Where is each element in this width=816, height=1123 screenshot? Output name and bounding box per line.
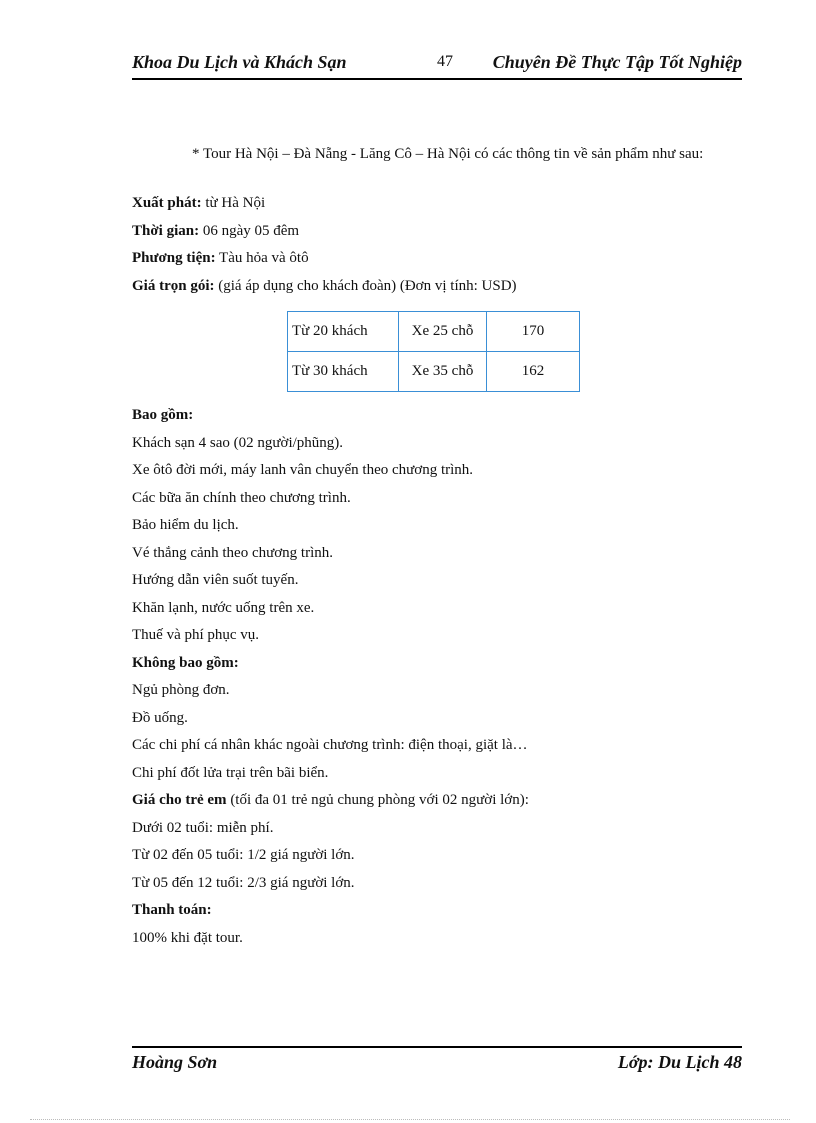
table-cell: Từ 20 khách bbox=[288, 312, 399, 352]
list-item: Các chi phí cá nhân khác ngoài chương trình: điện thoại, giặt là… bbox=[132, 737, 528, 753]
list-item: Hướng dẫn viên suốt tuyến. bbox=[132, 572, 299, 588]
page-number: 47 bbox=[437, 53, 453, 70]
children-price-line bbox=[132, 787, 742, 815]
list-item: Ngủ phòng đơn. bbox=[132, 682, 230, 698]
list-item: Từ 02 đến 05 tuổi: 1/2 giá người lớn. bbox=[132, 847, 355, 863]
children-note: (tối đa 01 trẻ ngủ chung phòng với 02 người lớn): bbox=[226, 792, 529, 808]
detail-value: Tàu hỏa và ôtô bbox=[215, 250, 309, 266]
table-cell: Từ 30 khách bbox=[288, 352, 399, 392]
detail-duration bbox=[132, 218, 742, 246]
includes-heading: Bao gồm: bbox=[132, 407, 194, 423]
detail-value: 06 ngày 05 đêm bbox=[199, 222, 300, 239]
list-item: Bảo hiểm du lịch. bbox=[132, 517, 239, 533]
table-row bbox=[288, 312, 580, 352]
list-item: Khách sạn 4 sao (02 người/phũng). bbox=[132, 434, 344, 451]
detail-label: Xuất phát: bbox=[132, 195, 202, 211]
list-item: Vé thắng cảnh theo chương trình. bbox=[132, 544, 334, 561]
list-item: Từ 05 đến 12 tuổi: 2/3 giá người lớn. bbox=[132, 874, 355, 891]
list-item: Thuế và phí phục vụ. bbox=[132, 627, 260, 643]
children-heading: Giá cho trẻ em bbox=[132, 792, 227, 808]
detail-departure bbox=[132, 190, 742, 218]
footer-class: Lớp: Du Lịch 48 bbox=[617, 1052, 742, 1072]
header-title: Chuyên Đề Thực Tập Tốt Nghiệp bbox=[492, 52, 742, 72]
table-cell: 170 bbox=[487, 312, 580, 352]
list-item: Khăn lạnh, nước uống trên xe. bbox=[132, 599, 315, 616]
detail-label: Thời gian: bbox=[132, 222, 200, 239]
header-faculty: Khoa Du Lịch và Khách Sạn bbox=[132, 52, 347, 72]
excludes-heading: Không bao gồm: bbox=[132, 654, 239, 671]
footer-author: Hoàng Sơn bbox=[132, 1052, 218, 1072]
detail-value: (giá áp dụng cho khách đoàn) (Đơn vị tính: USD) bbox=[214, 277, 517, 294]
payment-text: 100% khi đặt tour. bbox=[132, 929, 243, 946]
table-cell: Xe 25 chỗ bbox=[399, 312, 487, 352]
payment-heading: Thanh toán: bbox=[132, 902, 212, 918]
price-table bbox=[287, 311, 580, 392]
detail-label: Phương tiện: bbox=[132, 250, 216, 266]
page-edge-divider bbox=[30, 1119, 790, 1120]
intro-paragraph: * Tour Hà Nội – Đà Nẵng - Lăng Cô – Hà Nội có các thông tin về sản phẩm như sau: bbox=[192, 146, 704, 162]
detail-package-price bbox=[132, 273, 742, 301]
page-footer bbox=[132, 1046, 742, 1076]
table-row bbox=[288, 352, 580, 392]
table-cell: Xe 35 chỗ bbox=[399, 352, 487, 392]
detail-transport bbox=[132, 245, 742, 273]
document-body bbox=[132, 140, 742, 952]
detail-value: từ Hà Nội bbox=[201, 195, 266, 211]
list-item: Đồ uống. bbox=[132, 709, 188, 726]
detail-label: Giá trọn gói: bbox=[132, 277, 215, 294]
list-item: Chi phí đốt lửa trại trên bãi biển. bbox=[132, 764, 329, 781]
page-header bbox=[132, 52, 742, 80]
table-cell: 162 bbox=[487, 352, 580, 392]
list-item: Các bữa ăn chính theo chương trình. bbox=[132, 489, 351, 506]
list-item: Dưới 02 tuổi: miễn phí. bbox=[132, 819, 274, 836]
list-item: Xe ôtô đời mới, máy lanh vân chuyển theo chương trình. bbox=[132, 462, 474, 478]
